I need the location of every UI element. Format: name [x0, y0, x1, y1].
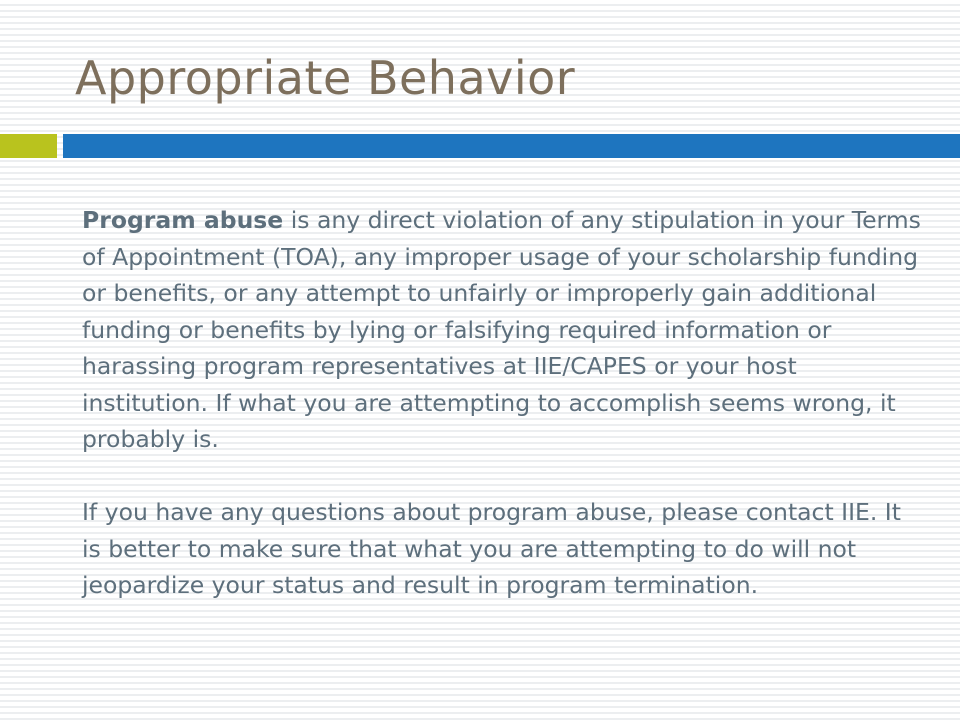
paragraph-questions: If you have any questions about program abuse, please contact IIE. It is better to make sure that what you are attempting to do will not jeopardize your status and result in program termination.	[82, 498, 901, 599]
slide-title: Appropriate Behavior	[75, 51, 576, 105]
paragraph-program-abuse	[82, 202, 922, 458]
accent-bar-blue	[63, 134, 960, 158]
term-program-abuse: Program abuse	[82, 206, 284, 234]
slide-body	[82, 202, 922, 604]
accent-bar-green	[0, 134, 57, 158]
paragraph-program-abuse-text: is any direct violation of any stipulation in your Terms of Appointment (TOA), any improper usage of your scholarship funding or benefits, or any attempt to unfairly or improperly gain additional funding or benefits by lying or falsifying required information or harassing program representatives at IIE/CAPES or your host institution. If what you are attempting to accomplish seems wrong, it probably is.	[82, 206, 921, 453]
